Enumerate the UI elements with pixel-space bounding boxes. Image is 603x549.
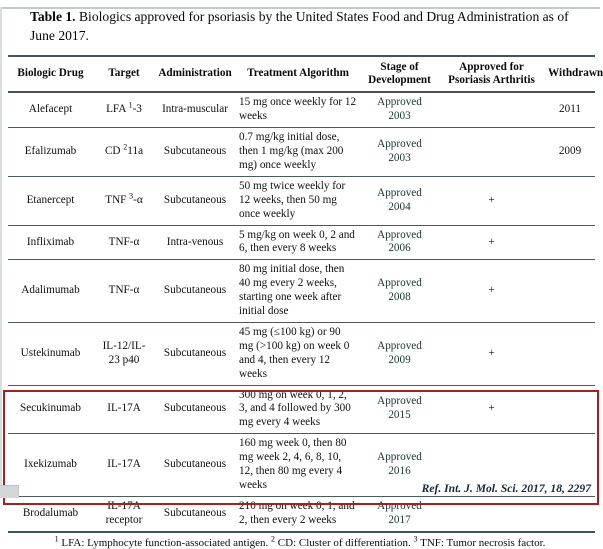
table-row xyxy=(8,176,595,225)
footnote-sup-2: 2 xyxy=(271,533,276,543)
stage-of-development-cell: Approved 2003 xyxy=(361,92,438,127)
reference-citation: Ref. Int. J. Mol. Sci. 2017, 18, 2297 xyxy=(421,482,591,495)
target-cell: IL-17A xyxy=(93,385,155,434)
withdrawn-cell: 2009 xyxy=(545,128,595,177)
administration-cell: Subcutaneous xyxy=(155,176,235,225)
table-caption-label: Table 1. xyxy=(30,9,76,24)
stage-of-development-cell: Approved 2009 xyxy=(361,322,438,385)
screenshot-top-edge xyxy=(0,7,600,9)
administration-cell: Subcutaneous xyxy=(155,260,235,323)
footnote-text-3: TNF: Tumor necrosis factor. xyxy=(420,536,546,549)
withdrawn-cell xyxy=(545,260,595,323)
psoriasis-arthritis-cell: + xyxy=(438,176,545,225)
target-cell: CD $^2$11a xyxy=(93,128,155,177)
table-row xyxy=(8,260,595,323)
target-cell: TNF $^3$-α xyxy=(93,176,155,225)
table-header xyxy=(8,56,603,93)
col-header-approved-psoriasis-arthritis: Approved for Psoriasis Arthritis xyxy=(438,56,545,93)
footnote-sup-1: 1 xyxy=(54,533,59,543)
col-header-withdrawn: Withdrawn xyxy=(545,56,595,93)
footnote-text-2: CD: Cluster of differentiation. xyxy=(277,536,411,549)
table-caption-text: Biologics approved for psoriasis by the United States Food and Drug Administration as of June 2017. xyxy=(30,9,569,44)
drug-name: Alefacept xyxy=(28,103,73,116)
footnote-text-1: LFA: Lymphocyte function-associated antigen. xyxy=(61,536,269,549)
table-caption xyxy=(30,7,582,46)
drug-name: Secukinumab xyxy=(20,402,81,415)
drug-name: Etanercept xyxy=(26,193,75,206)
page xyxy=(0,7,603,549)
target-cell: IL-17A xyxy=(93,434,155,497)
drug-cell xyxy=(8,385,93,434)
target-cell: LFA $^1$-3 xyxy=(93,92,155,127)
drug-cell xyxy=(8,434,93,497)
table-row xyxy=(8,225,595,260)
col-header-stage-of-development: Stage of Development xyxy=(361,56,438,93)
stage-of-development-cell: Approved 2016 xyxy=(361,434,438,497)
target-cell: IL-17A receptor xyxy=(105,499,143,526)
psoriasis-arthritis-cell: + xyxy=(438,385,545,434)
withdrawn-cell xyxy=(545,496,595,531)
drug-cell xyxy=(8,260,93,323)
treatment-algorithm-cell: 80 mg initial dose, then 40 mg every 2 weeks, starting one week after initial dose xyxy=(235,260,361,323)
withdrawn-cell xyxy=(545,385,595,434)
col-header-target: Target xyxy=(93,56,155,93)
withdrawn-cell xyxy=(545,176,595,225)
table-row xyxy=(8,128,595,177)
treatment-algorithm-cell: 15 mg once weekly for 12 weeks xyxy=(235,92,361,127)
footnote-sup-3: 3 xyxy=(413,533,418,543)
administration-cell: Subcutaneous xyxy=(155,128,235,177)
drug-name: Adalimumab xyxy=(21,284,80,297)
stage-of-development-cell: Approved 2006 xyxy=(361,225,438,260)
drug-cell xyxy=(8,322,93,385)
target-cell: TNF-α xyxy=(93,225,155,260)
psoriasis-arthritis-cell xyxy=(438,496,545,531)
drug-cell xyxy=(8,225,93,260)
drug-name: Infliximab xyxy=(26,235,75,248)
treatment-algorithm-cell: 5 mg/kg on week 0, 2 and 6, then every 8 weeks xyxy=(235,225,361,260)
treatment-algorithm-cell: 210 mg on week 0, 1, and 2, then every 2 weeks xyxy=(239,499,355,526)
withdrawn-cell xyxy=(545,225,595,260)
drug-name: Ixekizumab xyxy=(24,458,77,470)
drug-name: Ustekinumab xyxy=(20,346,81,359)
treatment-algorithm-cell: 0.7 mg/kg initial dose, then 1 mg/kg (max 200 mg) once weekly xyxy=(235,128,361,177)
target-cell: IL-12/IL-23 p40 xyxy=(93,322,155,385)
administration-cell: Subcutaneous xyxy=(163,506,227,519)
drug-cell xyxy=(8,92,93,127)
biologics-table xyxy=(8,55,603,533)
target-cell: TNF-α xyxy=(93,260,155,323)
administration-cell: Subcutaneous xyxy=(155,322,235,385)
col-header-biologic-drug: Biologic Drug xyxy=(8,56,93,93)
table-row xyxy=(8,385,595,434)
table-row xyxy=(8,322,595,385)
table-body xyxy=(8,92,595,531)
table-row xyxy=(8,496,595,531)
header-row xyxy=(8,56,595,93)
drug-cell xyxy=(8,496,93,531)
withdrawn-cell xyxy=(545,322,595,385)
psoriasis-arthritis-cell xyxy=(438,92,545,127)
treatment-algorithm-cell: 45 mg (≤100 kg) or 90 mg (>100 kg) on week 0 and 4, then every 12 weeks xyxy=(235,322,361,385)
drug-cell xyxy=(8,176,93,225)
treatment-algorithm-cell: 300 mg on week 0, 1, 2, 3, and 4 followed by 300 mg every 4 weeks xyxy=(235,385,361,434)
administration-cell: Intra-venous xyxy=(155,225,235,260)
col-header-treatment-algorithm: Treatment Algorithm xyxy=(235,56,361,93)
screenshot-left-edge xyxy=(0,7,2,498)
treatment-algorithm-cell: 50 mg twice weekly for 12 weeks, then 50 mg once weekly xyxy=(235,176,361,225)
col-header-administration: Administration xyxy=(155,56,235,93)
administration-cell: Subcutaneous xyxy=(155,434,235,497)
stage-of-development-cell: Approved 2015 xyxy=(361,385,438,434)
psoriasis-arthritis-cell xyxy=(438,128,545,177)
stage-of-development-cell: Approved 2017 xyxy=(377,499,422,526)
page-corner-artifact xyxy=(0,485,19,498)
stage-of-development-cell: Approved 2004 xyxy=(361,176,438,225)
withdrawn-cell: 2011 xyxy=(545,92,595,127)
drug-name: Brodalumab xyxy=(22,506,79,519)
psoriasis-arthritis-cell: + xyxy=(438,260,545,323)
footnote xyxy=(0,533,600,549)
drug-name: Efalizumab xyxy=(24,145,77,158)
stage-of-development-cell: Approved 2008 xyxy=(361,260,438,323)
administration-cell: Intra-muscular xyxy=(155,92,235,127)
stage-of-development-cell: Approved 2003 xyxy=(361,128,438,177)
table-row xyxy=(8,92,595,127)
psoriasis-arthritis-cell: + xyxy=(438,322,545,385)
psoriasis-arthritis-cell: + xyxy=(438,225,545,260)
drug-cell xyxy=(8,128,93,177)
treatment-algorithm-cell: 160 mg week 0, then 80 mg week 2, 4, 6, 8, 10, 12, then 80 mg every 4 weeks xyxy=(235,434,361,497)
administration-cell: Subcutaneous xyxy=(155,385,235,434)
